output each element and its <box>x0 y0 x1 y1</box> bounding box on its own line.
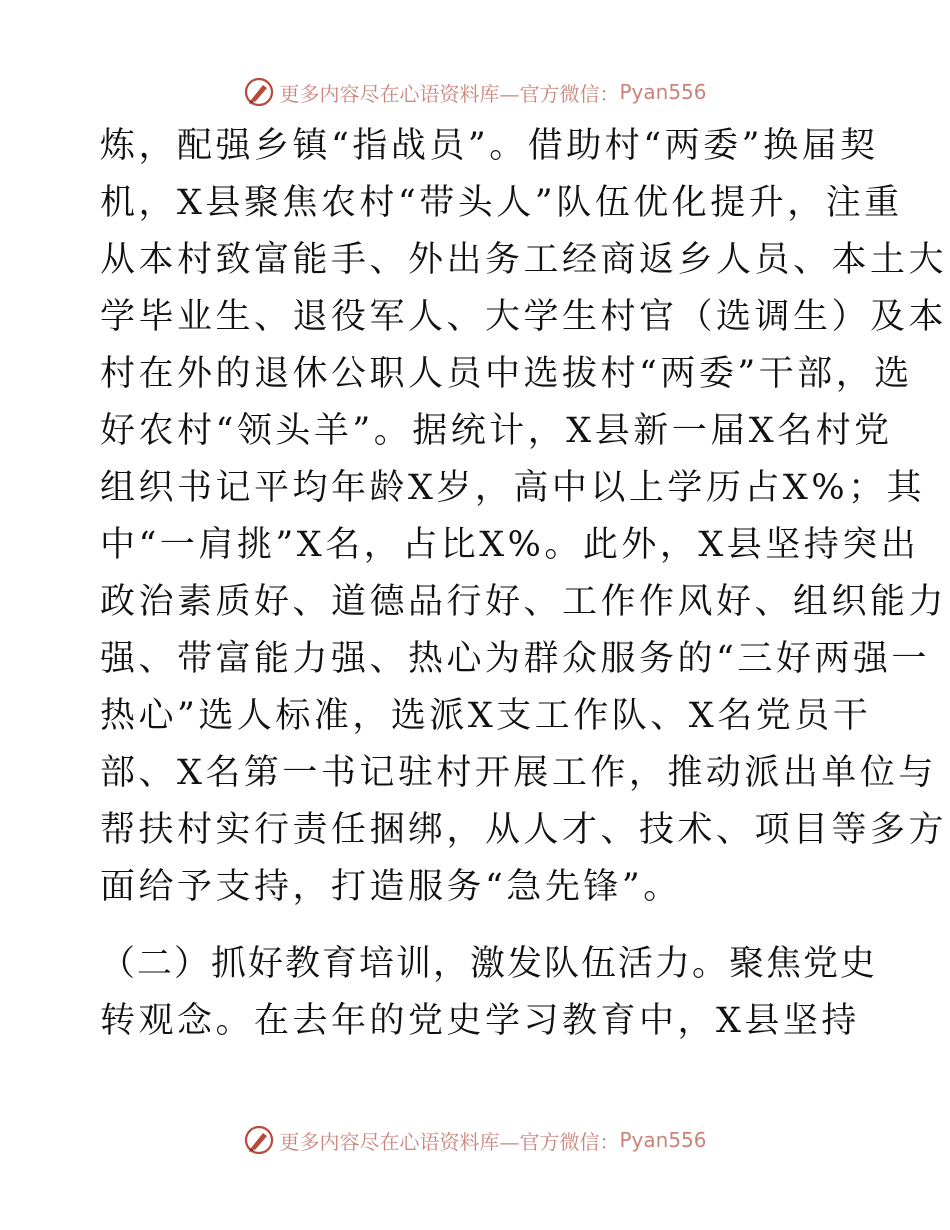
watermark-text: 更多内容尽在心语资料库—官方微信： <box>279 81 620 106</box>
text-line: 强、带富能力强、热心为群众服务的“三好两强一 <box>100 639 930 679</box>
footer-watermark <box>0 1120 950 1160</box>
pen-logo-icon <box>243 76 275 108</box>
text-line: 村在外的退休公职人员中选拔村“两委”干部，选 <box>100 354 913 394</box>
section-heading-line: （二）抓好教育培训，激发队伍活力。聚焦党史 <box>100 944 878 984</box>
text-line: 中“一肩挑”X名，占比X%。此外，X县坚持突出 <box>100 525 920 565</box>
text-line: 政治素质好、道德品行好、工作作风好、组织能力 <box>100 582 948 622</box>
text-line: 帮扶村实行责任捆绑，从人才、技术、项目等多方 <box>100 810 948 850</box>
text-line: 学毕业生、退役军人、大学生村官（选调生）及本 <box>100 297 948 337</box>
text-line: 组织书记平均年龄X岁，高中以上学历占X%；其 <box>100 468 926 508</box>
paragraph <box>100 936 878 1050</box>
watermark-wechat-id: Pyan556 <box>619 80 707 104</box>
pen-logo-icon <box>243 1124 275 1156</box>
text-line: 机，X县聚焦农村“带头人”队伍优化提升，注重 <box>100 183 903 223</box>
text-line: 热心”选人标准，选派X支工作队、X名党员干 <box>100 696 872 736</box>
text-line: 好农村“领头羊”。据统计，X县新一届X名村党 <box>100 411 893 451</box>
text-line: 转观念。在去年的党史学习教育中，X县坚持 <box>100 1001 860 1041</box>
text-line: 从本村致富能手、外出务工经商返乡人员、本土大 <box>100 240 948 280</box>
text-line: 面给予支持，打造服务“急先锋”。 <box>100 867 682 907</box>
watermark-wechat-id: Pyan556 <box>619 1128 707 1152</box>
text-line: 部、X名第一书记驻村开展工作，推动派出单位与 <box>100 753 937 793</box>
paragraph <box>100 118 948 916</box>
header-watermark <box>0 72 950 112</box>
watermark-text: 更多内容尽在心语资料库—官方微信： <box>279 1129 620 1154</box>
document-body <box>100 118 948 1050</box>
text-line: 炼，配强乡镇“指战员”。借助村“两委”换届契 <box>100 126 879 166</box>
